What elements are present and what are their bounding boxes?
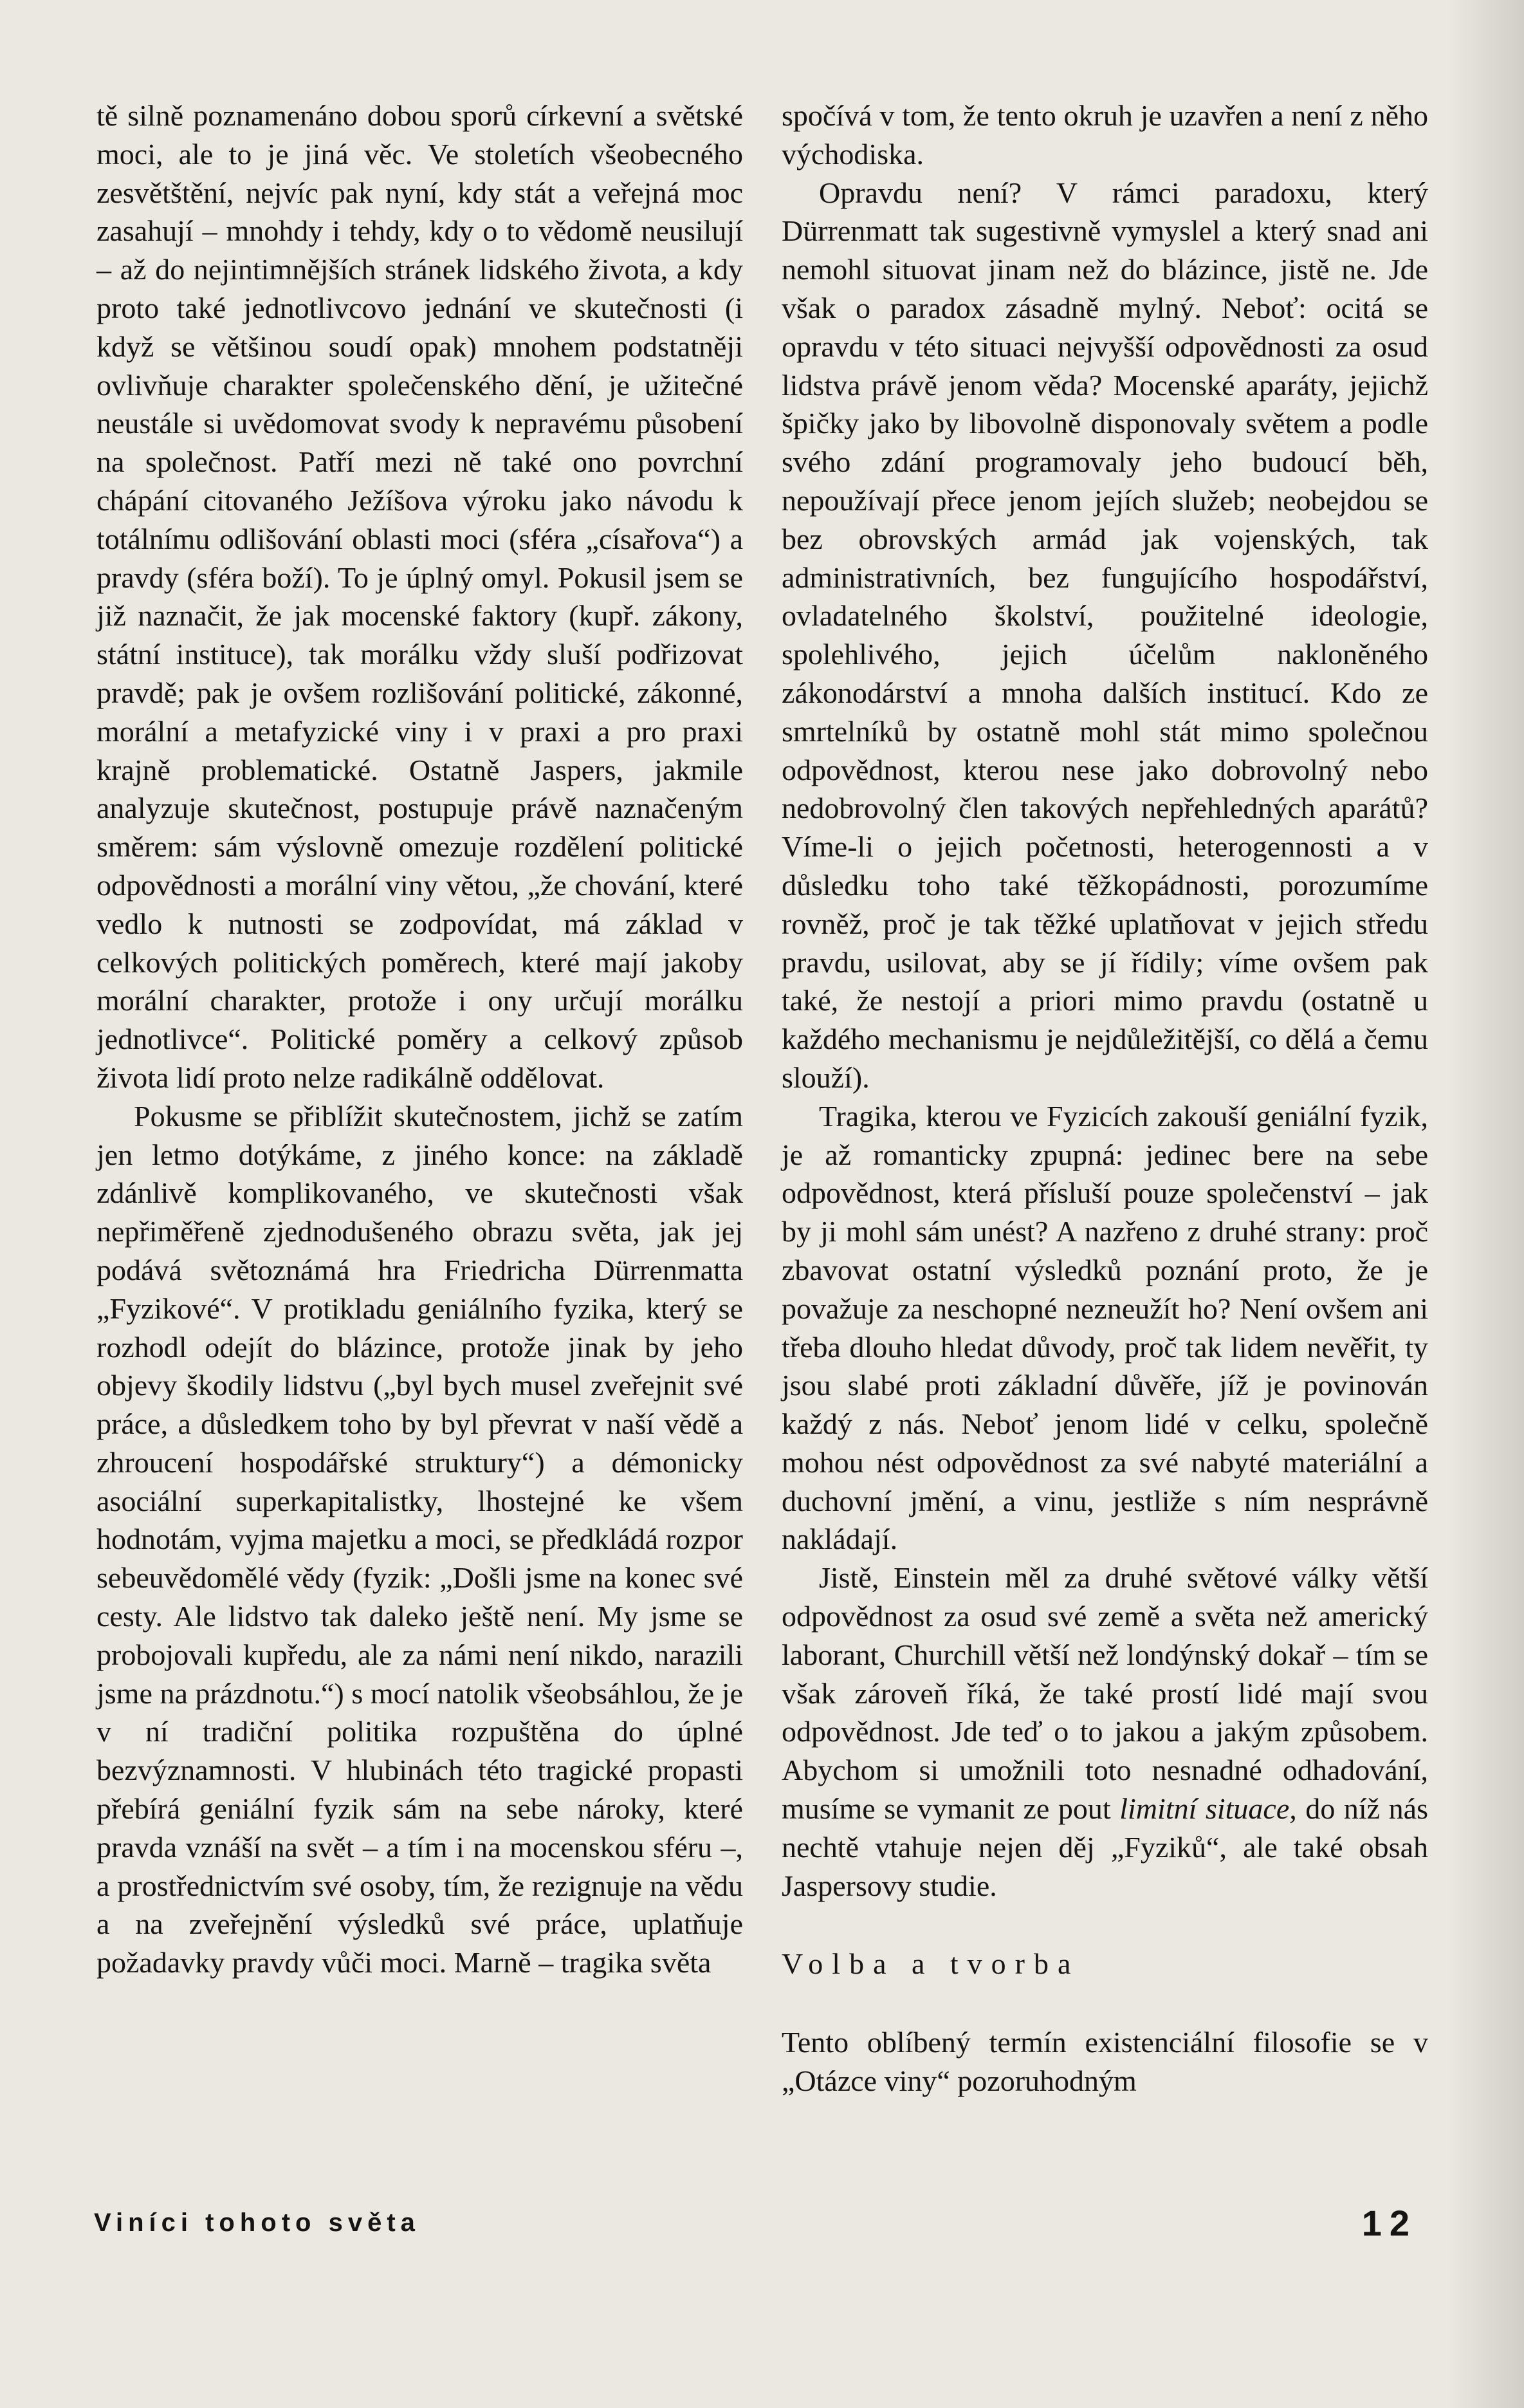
right-paragraph-4	[782, 1559, 1428, 1905]
left-paragraph-1: tě silně poznamenáno dobou sporů církevní a světské moci, ale to je jiná věc. Ve stoletích všeobecného zesvětštění, nejvíc pak nyní, kdy stát a veřejná moc zasahují – mnohdy i tehdy, kdy o to vědomě neusilují – až do nejintimnějších stránek lidského života, a kdy proto také jednotlivcovo jednání ve skutečnosti (i když se většinou soudí opak) mnohem podstatněji ovlivňuje charakter společenského dění, je užitečné neustále si uvědomovat svody k nepravému působení na společnost. Patří mezi ně také ono povrchní chápání citovaného Ježíšova výroku jako návodu k totálnímu odlišování oblasti moci (sféra „císařova“) a pravdy (sféra boží). To je úplný omyl. Pokusil jsem se již naznačit, že jak mocenské faktory (kupř. zákony, státní instituce), tak morálku vždy sluší podřizovat pravdě; pak je ovšem rozlišování politické, zákonné, morální a metafyzické viny i v praxi a pro praxi krajně problematické. Ostatně Jaspers, jakmile analyzuje skutečnost, postupuje právě naznačeným směrem: sám výslovně omezuje rozdělení politické odpovědnosti a morální viny větou, „že chování, které vedlo k nutnosti se zodpovídat, má základ v celkových politických poměrech, které mají jakoby morální charakter, protože i ony určují morálku jednotlivce“. Politické poměry a celkový způsob života lidí proto nelze radikálně oddělovat.	[96, 99, 743, 1094]
left-column	[96, 97, 743, 1982]
right-paragraph-3: Tragika, kterou ve Fyzicích zakouší geniální fyzik, je až romanticky zpupná: jedinec bere na sebe odpovědnost, která přísluší pouze společenství – jak by ji mohl sám unést? A nazřeno z druhé strany: proč zbavovat ostatní výsledků poznání proto, že je považuje za neschopné nezneužít ho? Není ovšem ani třeba dlouho hledat důvody, proč tak lidem nevěřit, ty jsou slabé proti základní důvěře, jíž je povinován každý z nás. Neboť jenom lidé v celku, společně mohou nést odpovědnost za své nabyté materiální a duchovní jmění, a vinu, jestliže s ním nesprávně nakládají.	[782, 1099, 1428, 1556]
paragraph-4-text-start: Jistě, Einstein měl za druhé světové války větší odpovědnost za osud své země a světa než americký laborant, Churchill větší než londýnský dokař – tím se však zároveň říká, že také prostí lidé mají svou odpovědnost. Jde teď o to jakou a jakým způsobem. Abychom si umožnili toto nesnadné odhadování, musíme se vymanit ze pout	[782, 1561, 1428, 1826]
page-number: 12	[1361, 2203, 1417, 2243]
right-paragraph-2: Opravdu není? V rámci paradoxu, který Dürrenmatt tak sugestivně vymyslel a který snad ani nemohl situovat jinam než do blázince, jistě ne. Jde však o paradox zásadně mylný. Neboť: ocitá se opravdu v této situaci nejvyšší odpovědnosti za osud lidstva právě jenom věda? Mocenské aparáty, jejichž špičky jako by libovolně disponovaly světem a podle svého zdání programovaly jeho budoucí běh, nepoužívají přece jenom jejích služeb; neobejdou se bez obrovských armád jak vojenských, tak administrativních, bez fungujícího hospodářství, ovladatelného školství, použitelné ideologie, spolehlivého, jejich účelům nakloněného zákonodárství a mnoha dalších institucí. Kdo ze smrtelníků by ostatně mohl stát mimo společnou odpovědnost, kterou nese jako dobrovolný nebo nedobrovolný člen takových nepřehledných aparátů? Víme-li o jejich početnosti, heterogennosti a v důsledku toho také těžkopádnosti, porozumíme rovněž, proč je tak těžké uplatňovat v jejich středu pravdu, usilovat, aby se jí řídily; víme ovšem pak také, že nestojí a priori mimo pravdu (ostatně u každého mechanismu je nejdůležitější, co dělá a čemu slouží).	[782, 176, 1428, 1094]
left-paragraph-2: Pokusme se přiblížit skutečnostem, jichž se zatím jen letmo dotýkáme, z jiného konce: na základě zdánlivě komplikovaného, ve skutečnosti však nepřiměřeně zjednodušeného obrazu světa, jak jej podává světoznámá hra Friedricha Dürrenmatta „Fyzikové“. V protikladu geniálního fyzika, který se rozhodl odejít do blázince, protože jinak by jeho objevy škodily lidstvu („byl bych musel zveřejnit své práce, a důsledkem toho by byl převrat v naší vědě a zhroucení hospodářské struktury“) a démonicky asociální superkapitalistky, lhostejné ke všem hodnotám, vyjma majetku a moci, se předkládá rozpor sebeuvědomělé vědy (fyzik: „Došli jsme na konec své cesty. Ale lidstvo tak daleko ještě není. My jsme se probojovali kupředu, ale za námi není nikdo, narazili jsme na prázdnotu.“) s mocí natolik všeobsáhlou, že je v ní tradiční politika rozpuštěna do úplné bezvýznamnosti. V hlubinách této tragické propasti přebírá geniální fyzik sám na sebe nároky, které pravda vznáší na svět – a tím i na mocenskou sféru –, a prostřednictvím své osoby, tím, že rezignuje na vědu a na zveřejnění výsledků své práce, uplatňuje požadavky pravdy vůči moci. Marně – tragika světa	[96, 1099, 743, 1979]
section-heading: Volba a tvorba	[782, 1947, 1080, 1981]
right-paragraph-1: spočívá v tom, že tento okruh je uzavřen a není z něho východiska.	[782, 99, 1428, 171]
page-edge-shading	[1447, 0, 1524, 2408]
running-footer-title: Viníci tohoto světa	[94, 2209, 420, 2237]
right-column	[782, 97, 1428, 2100]
paragraph-4-text-end: do níž nás nechtě vtahuje nejen děj „Fyziků“, ale také obsah Jaspersovy studie.	[782, 1792, 1428, 1902]
right-paragraph-5: Tento oblíbený termín existenciální filosofie se v „Otázce viny“ pozoruhodným	[782, 2026, 1428, 2098]
italic-term-limit-situation: limitní situace,	[1119, 1792, 1297, 1826]
